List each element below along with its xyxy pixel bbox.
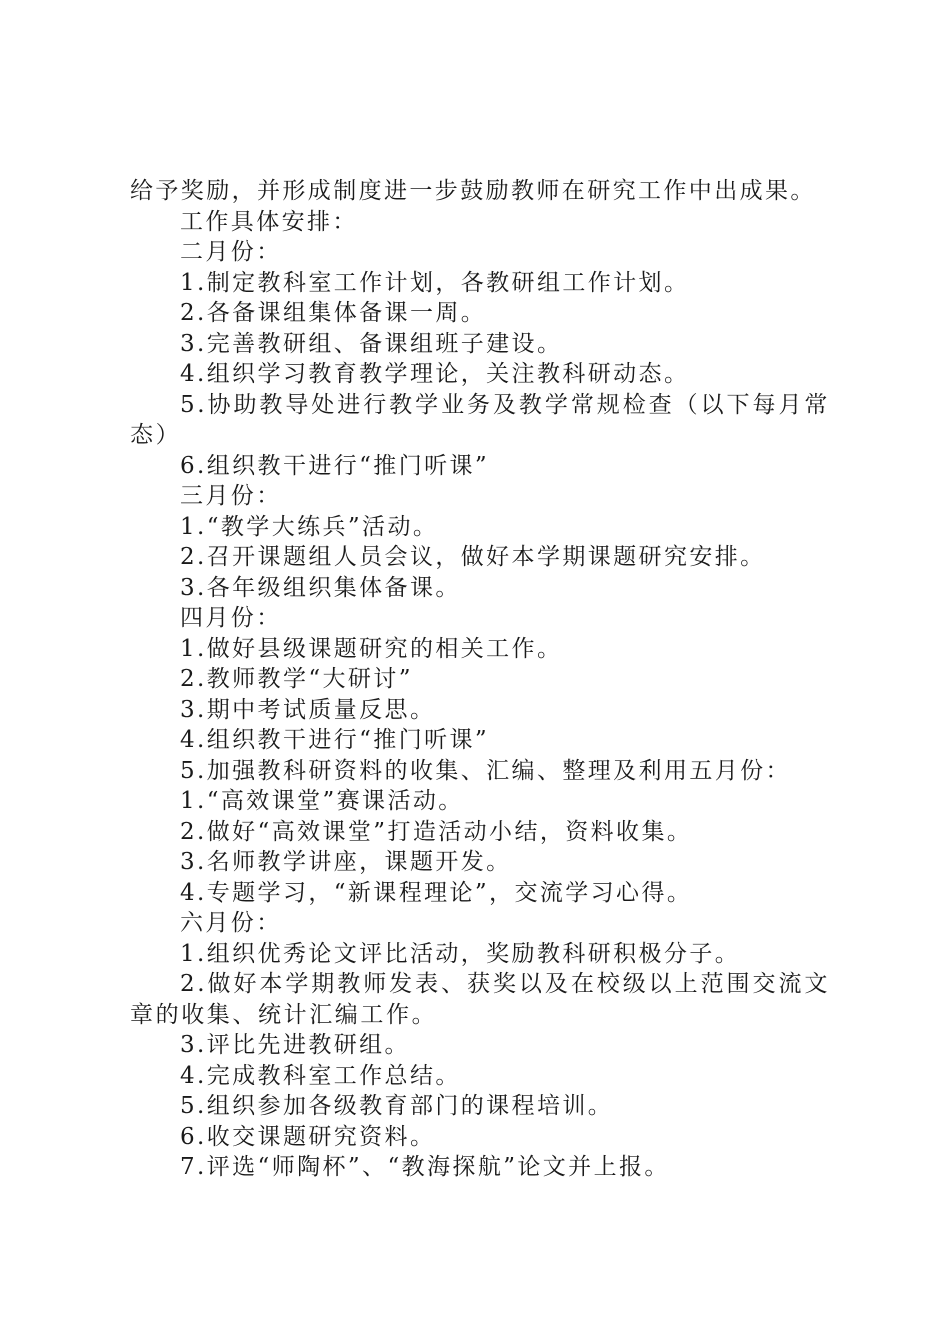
list-item: 2.召开课题组人员会议，做好本学期课题研究安排。: [180, 544, 766, 570]
list-item: 1.做好县级课题研究的相关工作。: [180, 635, 563, 662]
list-item: 4.组织学习教育教学理论，关注教科研动态。: [180, 361, 690, 387]
document-body: [130, 176, 830, 1183]
list-item: 1.组织优秀论文评比活动，奖励教科研积极分子。: [180, 940, 741, 967]
month-heading-april: 四月份：: [180, 605, 282, 631]
list-item: 1.制定教科室工作计划，各教研组工作计划。: [180, 269, 690, 296]
list-item: 3.期中考试质量反思。: [180, 696, 436, 723]
list-item: 5.加强教科研资料的收集、汇编、整理及利用五月份：: [180, 757, 791, 784]
list-item: 3.名师教学讲座，课题开发。: [180, 849, 512, 875]
list-item: 3.各年级组织集体备课。: [180, 574, 461, 601]
list-item: 1.“教学大练兵”活动。: [180, 513, 439, 540]
month-heading-june: 六月份：: [180, 910, 282, 936]
list-item: 5.组织参加各级教育部门的课程培训。: [180, 1093, 614, 1119]
list-item: 2.各备课组集体备课一周。: [180, 300, 487, 326]
list-item: 6.组织教干进行“推门听课”: [180, 452, 490, 479]
list-item: 3.评比先进教研组。: [180, 1032, 410, 1058]
list-item: 3.完善教研组、备课组班子建设。: [180, 330, 563, 357]
list-item: 2.做好“高效课堂”打造活动小结，资料收集。: [180, 818, 693, 845]
month-heading-february: 二月份：: [180, 239, 282, 265]
paragraph: 给予奖励，并形成制度进一步鼓励教师在研究工作中出成果。: [130, 178, 816, 204]
month-heading-march: 三月份：: [180, 483, 282, 509]
list-item: 4.组织教干进行“推门听课”: [180, 727, 490, 753]
list-item: 5.协助教导处进行教学业务及教学常规检查（以下每月常态）: [130, 391, 830, 448]
list-item: 6.收交课题研究资料。: [180, 1123, 436, 1150]
list-item: 4.完成教科室工作总结。: [180, 1062, 461, 1089]
list-item: 2.教师教学“大研讨”: [180, 666, 413, 692]
list-item: 7.评选“师陶杯”、“教海探航”论文并上报。: [180, 1154, 670, 1180]
list-item: 4.专题学习，“新课程理论”，交流学习心得。: [180, 879, 693, 906]
list-item: 2.做好本学期教师发表、获奖以及在校级以上范围交流文章的收集、统计汇编工作。: [130, 971, 830, 1028]
section-heading: 工作具体安排：: [180, 208, 358, 235]
list-item: 1.“高效课堂”赛课活动。: [180, 788, 464, 814]
